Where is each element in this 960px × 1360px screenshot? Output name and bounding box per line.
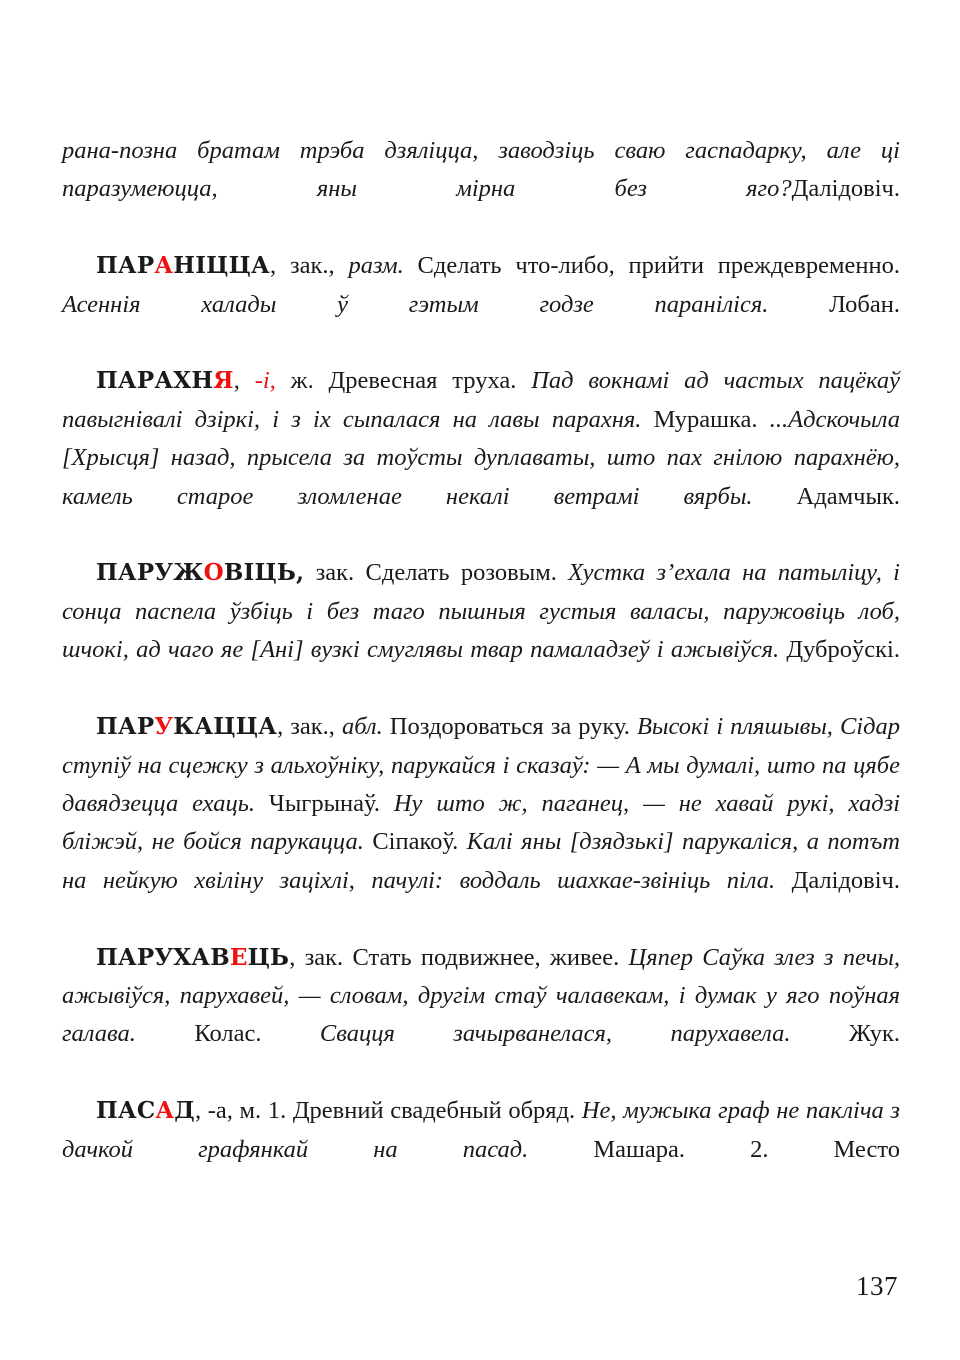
stress-letter: А [155, 1097, 175, 1125]
quote-source: Жук. [790, 1020, 900, 1048]
headword-post: КАЦЦА [173, 713, 278, 741]
page-number: 137 [856, 1271, 898, 1301]
example-quote: Пад вокнамі ад частых пацёкаў павыгнівалі дзіркі, і з іх сыпалася на лавы парахня. [62, 367, 901, 433]
dictionary-entry [62, 554, 900, 708]
quote-source: Сіпакоў. [363, 828, 467, 856]
definition: Место [768, 1135, 900, 1163]
grammar-tag-upright: зак. [304, 559, 355, 587]
definition: Поздороваться за руку. [382, 713, 637, 741]
example-quote: Ну што ж, паганец, — не хавай рукі, хадзі бліжэй, не бойся парукацца. [62, 789, 900, 856]
dictionary-entry [62, 247, 900, 362]
example-quote: Асеннія халады ў гэтым годзе параніліся. [62, 290, 769, 318]
grammar-tag-italic: разм. [348, 252, 404, 280]
stress-letter: А [154, 252, 174, 280]
stress-letter: О [203, 559, 224, 587]
definition: Сделать розовым. [354, 559, 569, 587]
stress-letter: Е [229, 943, 248, 971]
grammar-tag-upright: зак. [295, 943, 344, 971]
quote-source: Мурашка. [641, 405, 770, 433]
dictionary-entry [62, 708, 900, 938]
grammar-tag-upright: зак., [283, 713, 342, 741]
continuation-quote: рана-позна братам трэба дзяліцца, заводзіць сваю гаспадарку, але ці паразумеюцца, яны мірна без яго? [62, 137, 900, 203]
headword [96, 252, 270, 279]
example-quote: Не, мужыка граф не пакліча з дачкой графянкай на пасад. [62, 1097, 900, 1163]
example-quote: Цяпер Саўка злез з печы, ажывіўся, парухавей, — словам, другім стаў чалавекам, і думак у яго поўная галава. [62, 943, 900, 1048]
headword-punct: , [277, 713, 284, 741]
headword-post: Д [174, 1097, 195, 1125]
definition: Сделать что-либо, прийти преждевременно. [403, 252, 900, 280]
headword-post: НІЦЦА [173, 252, 270, 280]
grammar-tag-upright: ж. [275, 367, 314, 395]
definition: Стать подвижнее, живее. [343, 943, 629, 971]
example-quote: Свацця зачырванелася, парухавела. [319, 1020, 791, 1048]
headword-pre: ПАР [96, 252, 155, 280]
example-quote: ...Адскочыла [Хрысця] назад, прысела за тоўсты дуплаваты, што пах гнілою парахнёю, камель старое зломленае некалі ветрамі вярбы. [62, 405, 900, 510]
continuation-source: Далідовіч. [791, 175, 900, 203]
headword-pre: ПАРУХАВ [96, 943, 230, 971]
headword [96, 367, 234, 394]
inflection-ending: -а, [201, 1097, 233, 1125]
headword-punct: , [289, 943, 296, 971]
headword-punct: , [233, 367, 240, 395]
sense-number: 1. [261, 1097, 287, 1125]
example-quote: Высокі і пляшывы, Сідар ступіў на сцежку з альхоўніку, парукайся і сказаў: — А мы думалі, што па цябе давядзецца ехаць. [62, 713, 900, 817]
headword-pre: ПАР [96, 713, 155, 741]
stress-letter: У [154, 713, 174, 741]
grammar-tag-italic: абл. [341, 713, 383, 741]
headword [96, 1097, 195, 1124]
headword-pre: ПАРАХН [96, 367, 214, 395]
headword-punct: , [269, 252, 277, 280]
dictionary-entry [62, 1092, 900, 1207]
dictionary-entry [62, 362, 900, 554]
headword-pre: ПАРУЖ [96, 559, 204, 587]
example-quote: Калі яны [дзядзькі] парукаліся, а потът на нейкую хвіліну заціхлі, пачулі: воддаль шахкае-звініць піла. [62, 828, 901, 894]
grammar-tag-upright: м. [232, 1097, 262, 1125]
dictionary-entry [62, 939, 900, 1093]
continuation-paragraph [62, 132, 900, 247]
grammar-tag-upright: зак., [276, 252, 349, 280]
example-quote: Хустка з’ехала на патыліцу, і сонца паспела ўзбіць і без таго пышныя густыя валасы, паружовіць лоб, шчокі, ад чаго яе [Ані] вузкі смуглявы твар памаладзеў і ажывіўся. [62, 559, 900, 664]
quote-source: Колас. [135, 1020, 320, 1048]
quote-source: Адамчык. [752, 482, 900, 510]
headword [96, 559, 304, 586]
headword-pre: ПАС [96, 1097, 156, 1125]
stress-letter: Я [213, 367, 234, 395]
quote-source: Далідовіч. [775, 866, 900, 894]
quote-source: Лобан. [768, 290, 900, 318]
quote-source: Машара. [528, 1135, 751, 1163]
quote-source: Дуброўскі. [779, 636, 900, 664]
headword-post: ЦЬ [247, 943, 290, 971]
text-column [62, 132, 900, 1207]
headword-post: ВІЦЬ, [223, 559, 305, 587]
definition: Древесная труха. [313, 367, 532, 395]
headword-punct: , [194, 1097, 202, 1125]
headword [96, 944, 289, 971]
definition: Древний свадебный обряд. [286, 1097, 582, 1125]
inflection-ending: -і, [239, 367, 276, 395]
quote-source: Чыгрынаў. [255, 789, 394, 817]
sense-number: 2. [750, 1135, 769, 1163]
headword [96, 713, 277, 740]
